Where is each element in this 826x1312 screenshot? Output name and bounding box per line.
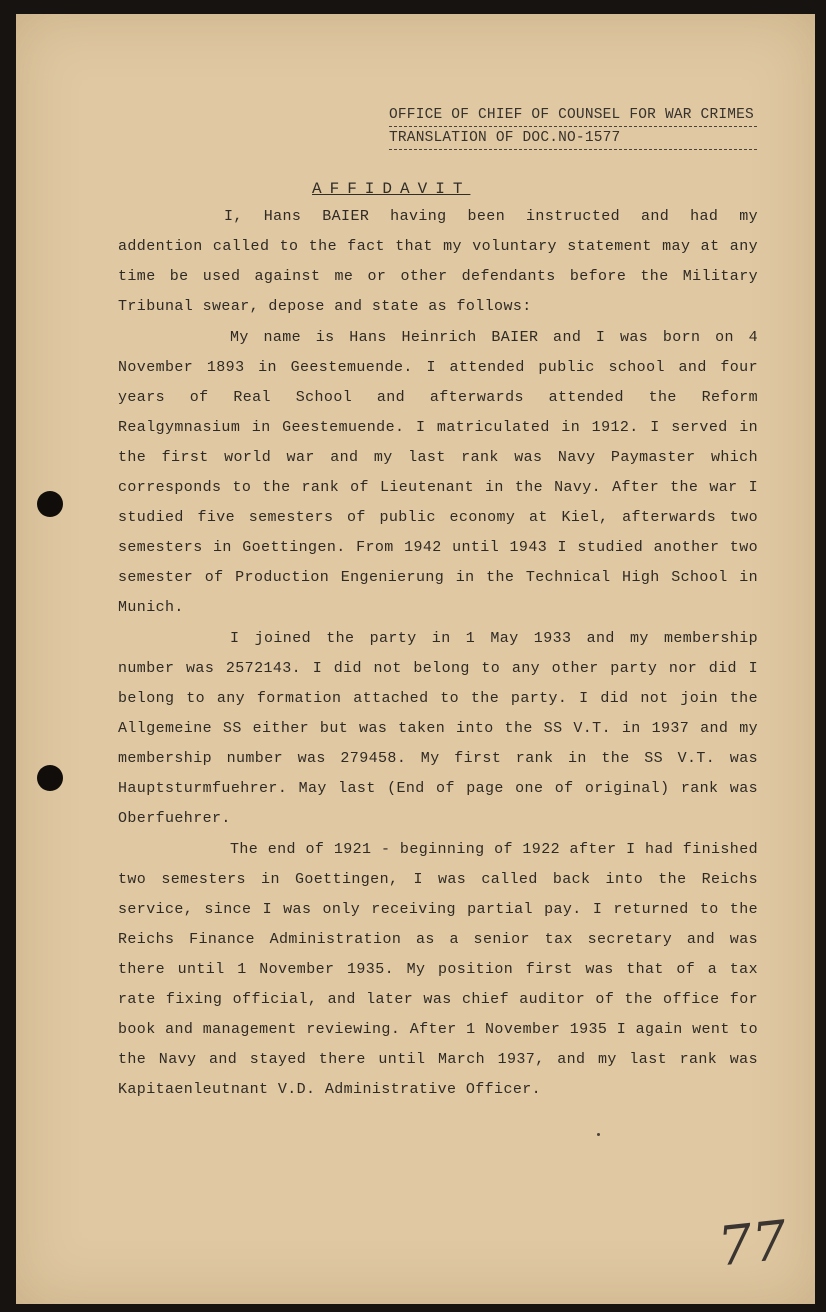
handwritten-page-number: 77	[714, 1208, 790, 1279]
document-header	[389, 104, 757, 150]
punch-hole-bottom	[37, 765, 63, 791]
header-office-line: OFFICE OF CHIEF OF COUNSEL FOR WAR CRIMES	[389, 107, 754, 123]
affidavit-title: AFFIDAVIT	[312, 180, 471, 198]
paragraph-intro: I, Hans BAIER having been instructed and had my addention called to the fact that my voluntary statement may at any time be used against me or other defendants before the Military Tribunal swear, depose and state as follows:	[118, 208, 758, 315]
paragraph-party-membership: I joined the party in 1 May 1933 and my membership number was 2572143. I did not belong to any other party nor did I belong to any formation attached to the party. I did not join the Allgemeine SS either but was taken into the SS V.T. in 1937 and my membership number was 279458. My first rank in the SS V.T. was Hauptsturmfuehrer. May last (End of page one of original) rank was Oberfuehrer.	[118, 630, 758, 827]
header-translation-line: TRANSLATION OF DOC.NO-1577	[389, 130, 621, 146]
paragraph-biography: My name is Hans Heinrich BAIER and I was born on 4 November 1893 in Geestemuende. I attended public school and four years of Real School and afterwards attended the Reform Realgymnasium in Geestemuende. I matriculated in 1912. I served in the first world war and my last rank was Navy Paymaster which corresponds to the rank of Lieutenant in the Navy. After the war I studied five semesters of public economy at Kiel, afterwards two semesters in Goettingen. From 1942 until 1943 I studied another two semester of Production Engenierung in the Technical High School in Munich.	[118, 329, 758, 616]
ink-speck	[597, 1133, 600, 1136]
affidavit-body	[118, 202, 758, 1106]
paragraph-career: The end of 1921 - beginning of 1922 after I had finished two semesters in Goettingen, I was called back into the Reichs service, since I was only receiving partial pay. I returned to the Reichs Finance Administration as a senior tax secretary and was there until 1 November 1935. My position first was that of a tax rate fixing official, and later was chief auditor of the office for book and management reviewing. After 1 November 1935 I again went to the Navy and stayed there until March 1937, and my last rank was Kapitaenleutnant V.D. Administrative Officer.	[118, 841, 758, 1098]
header-rule-bottom	[389, 149, 757, 150]
punch-hole-top	[37, 491, 63, 517]
